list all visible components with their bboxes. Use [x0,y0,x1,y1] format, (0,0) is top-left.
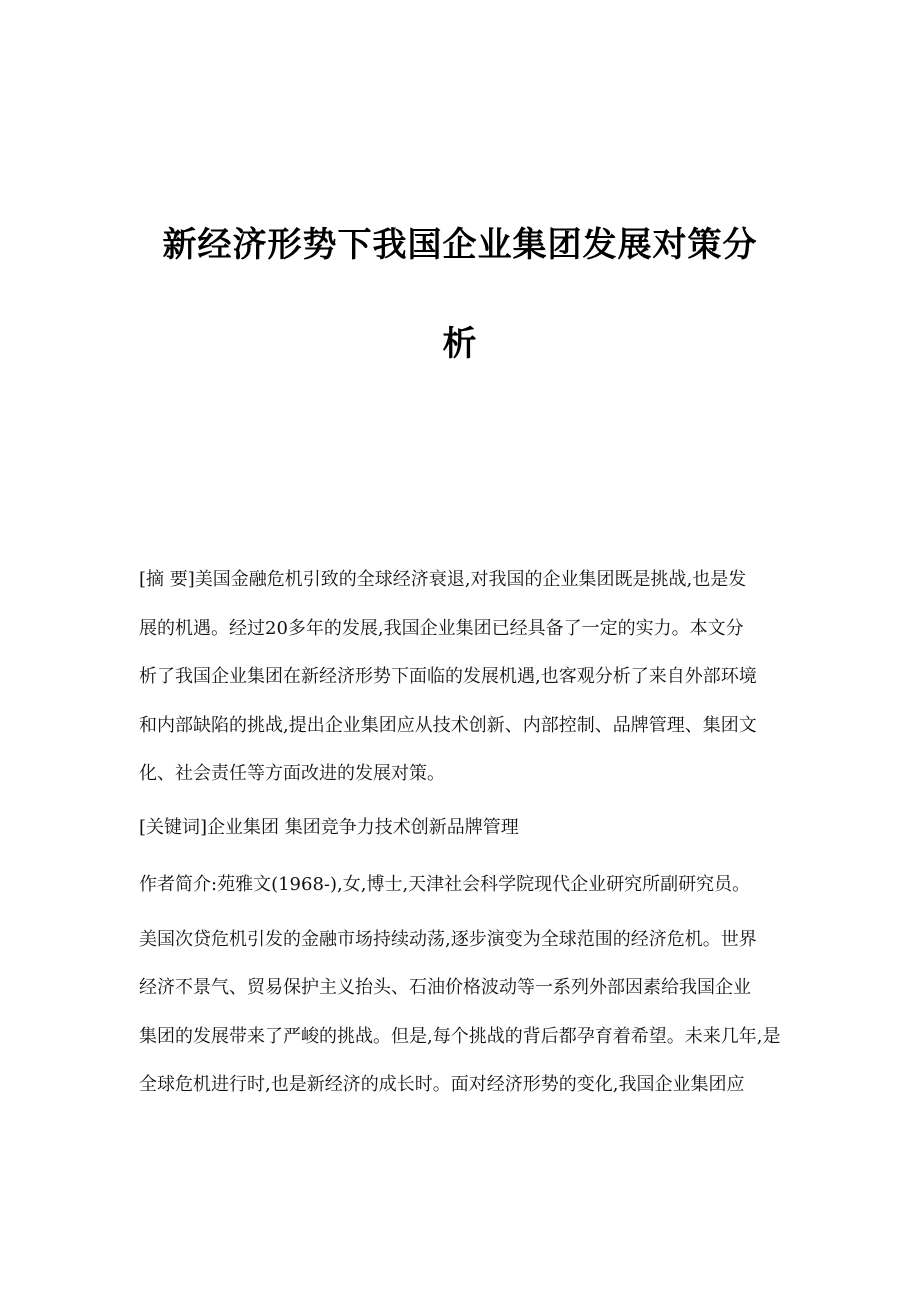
document-title-line-1: 新经济形势下我国企业集团发展对策分 [162,225,758,265]
body-line-4: 全球危机进行时,也是新经济的成长时。面对经济形势的变化,我国企业集团应 [139,1074,745,1095]
document-title-line-2: 析 [442,324,478,364]
abstract-line-1: [摘 要]美国金融危机引致的全球经济衰退,对我国的企业集团既是挑战,也是发 [139,569,747,590]
body-line-3: 集团的发展带来了严峻的挑战。但是,每个挑战的背后都孕育着希望。未来几年,是 [139,1026,781,1047]
body-line-1: 美国次贷危机引发的金融市场持续动荡,逐步演变为全球范围的经济危机。世界 [139,929,757,950]
abstract-line-2: 展的机遇。经过20多年的发展,我国企业集团已经具备了一定的实力。本文分 [139,618,744,639]
abstract-line-5: 化、社会责任等方面改进的发展对策。 [139,763,445,784]
abstract-line-4: 和内部缺陷的挑战,提出企业集团应从技术创新、内部控制、品牌管理、集团文 [139,715,757,736]
body-line-2: 经济不景气、贸易保护主义抬头、石油价格波动等一系列外部因素给我国企业 [139,977,751,998]
keywords-line: [关键词]企业集团 集团竞争力技术创新品牌管理 [139,817,519,838]
abstract-line-3: 析了我国企业集团在新经济形势下面临的发展机遇,也客观分析了来自外部环境 [139,666,757,687]
author-intro-line: 作者简介:苑雅文(1968-),女,博士,天津社会科学院现代企业研究所副研究员。 [139,874,751,895]
